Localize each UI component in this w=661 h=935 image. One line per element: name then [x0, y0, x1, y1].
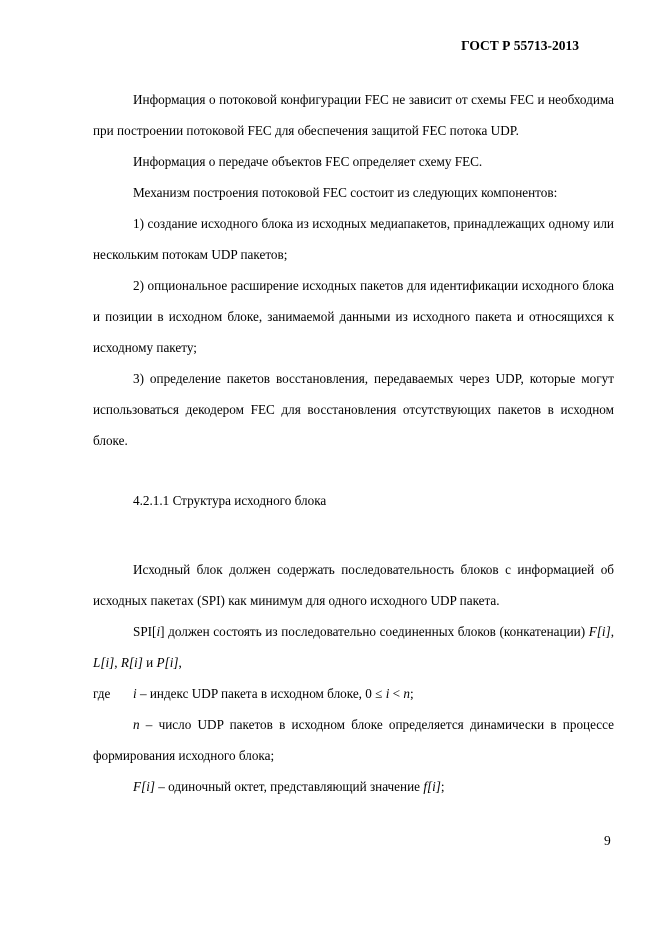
- paragraph: Исходный блок должен содержать последовательность блоков с информацией об исходных пакетах (SPI) как минимум для одного исходного UDP пакета.: [93, 562, 614, 608]
- paragraph: Механизм построения потоковой FEC состоит из следующих компонентов:: [133, 185, 558, 200]
- paragraph: Информация о потоковой конфигурации FEC не зависит от схемы FEC и необходима при построении потоковой FEC для обеспечения защитой FEC потока UDP.: [93, 92, 614, 138]
- text-run: – число UDP пакетов в исходном блоке определяется динамически в процессе формирования исходного блока;: [93, 717, 614, 763]
- text-run: – индекс UDP пакета в исходном блоке, 0 ≤: [136, 686, 386, 701]
- document-header: ГОСТ Р 55713-2013: [461, 38, 579, 53]
- definition-text: i – индекс UDP пакета в исходном блоке, 0 ≤ i < n;: [133, 686, 414, 701]
- definition-paragraph: [93, 709, 614, 771]
- definition-paragraph: F[i] – одиночный октет, представляющий значение f[i];: [133, 779, 445, 794]
- text-run: <: [389, 686, 404, 701]
- variable: L[i]: [93, 655, 115, 670]
- text-run: и: [146, 655, 154, 670]
- section-heading: 4.2.1.1 Структура исходного блока: [133, 493, 327, 508]
- text-run: – одиночный октет, представляющий значение: [154, 779, 424, 794]
- page-number: 9: [604, 833, 611, 848]
- paragraph: Информация о передаче объектов FEC определяет схему FEC.: [133, 154, 483, 169]
- list-item: 3) определение пакетов восстановления, передаваемых через UDP, которые могут использоваться декодером FEC для восстановления отсутствующих пакетов в исходном блоке.: [93, 371, 614, 448]
- text-run: ] должен состоять из последовательно соединенных блоков (конкатенации): [160, 624, 586, 639]
- document-body: [93, 84, 614, 802]
- variable: n: [133, 717, 140, 732]
- variable: F[i]: [133, 779, 155, 794]
- where-label: где: [93, 686, 111, 701]
- variable: f[i]: [423, 779, 441, 794]
- text-run: SPI[: [133, 624, 157, 639]
- definition-row: [93, 678, 614, 709]
- variable: R[i]: [120, 655, 143, 670]
- variable: n: [403, 686, 410, 701]
- variable: i: [133, 686, 137, 701]
- list-item: 1) создание исходного блока из исходных медиапакетов, принадлежащих одному или нескольким потокам UDP пакетов;: [93, 216, 614, 262]
- variable: P[i]: [156, 655, 179, 670]
- variable: F[i]: [588, 624, 611, 639]
- paragraph: SPI[i] должен состоять из последовательно соединенных блоков (конкатенации) F[i], L[i], R[i] и P[i],: [93, 624, 615, 670]
- variable: i: [385, 686, 390, 701]
- list-item: 2) опциональное расширение исходных пакетов для идентификации исходного блока и позиции в исходном блоке, занимаемой данными из исходного пакета и относящихся к исходному пакету;: [93, 278, 614, 355]
- variable: i: [156, 624, 161, 639]
